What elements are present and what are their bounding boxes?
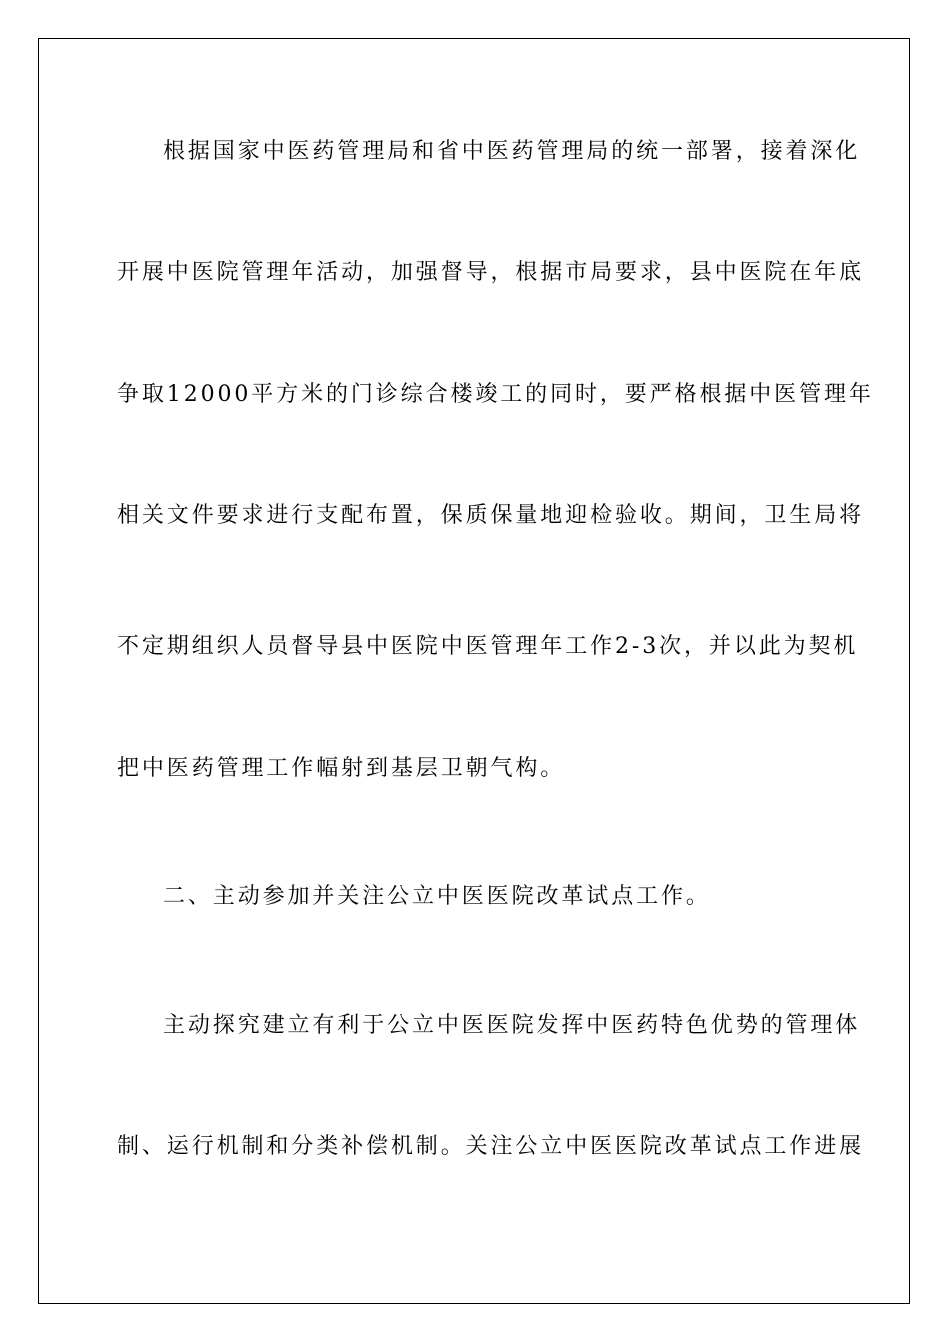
paragraph-1-line-6: 把中医药管理工作幅射到基层卫朝气构。: [117, 756, 566, 781]
paragraph-1-line-4: 相关文件要求进行支配布置，保质保量地迎检验收。期间，卫生局将: [117, 503, 865, 528]
section-heading: 二、主动参加并关注公立中医医院改革试点工作。: [163, 884, 711, 909]
paragraph-1-line-1: 根据国家中医药管理局和省中医药管理局的统一部署，接着深化: [163, 139, 861, 164]
paragraph-1-line-5: 不定期组织人员督导县中医院中医管理年工作2-3次，并以此为契机: [117, 634, 859, 659]
page-frame: [38, 38, 910, 1304]
paragraph-2-line-1: 主动探究建立有利于公立中医医院发挥中医药特色优势的管理体: [163, 1013, 861, 1038]
paragraph-1-line-2: 开展中医院管理年活动，加强督导，根据市局要求，县中医院在年底: [117, 260, 865, 285]
paragraph-2-line-2: 制、运行机制和分类补偿机制。关注公立中医医院改革试点工作进展: [117, 1134, 865, 1159]
paragraph-1-line-3: 争取12000平方米的门诊综合楼竣工的同时，要严格根据中医管理年: [117, 382, 874, 407]
